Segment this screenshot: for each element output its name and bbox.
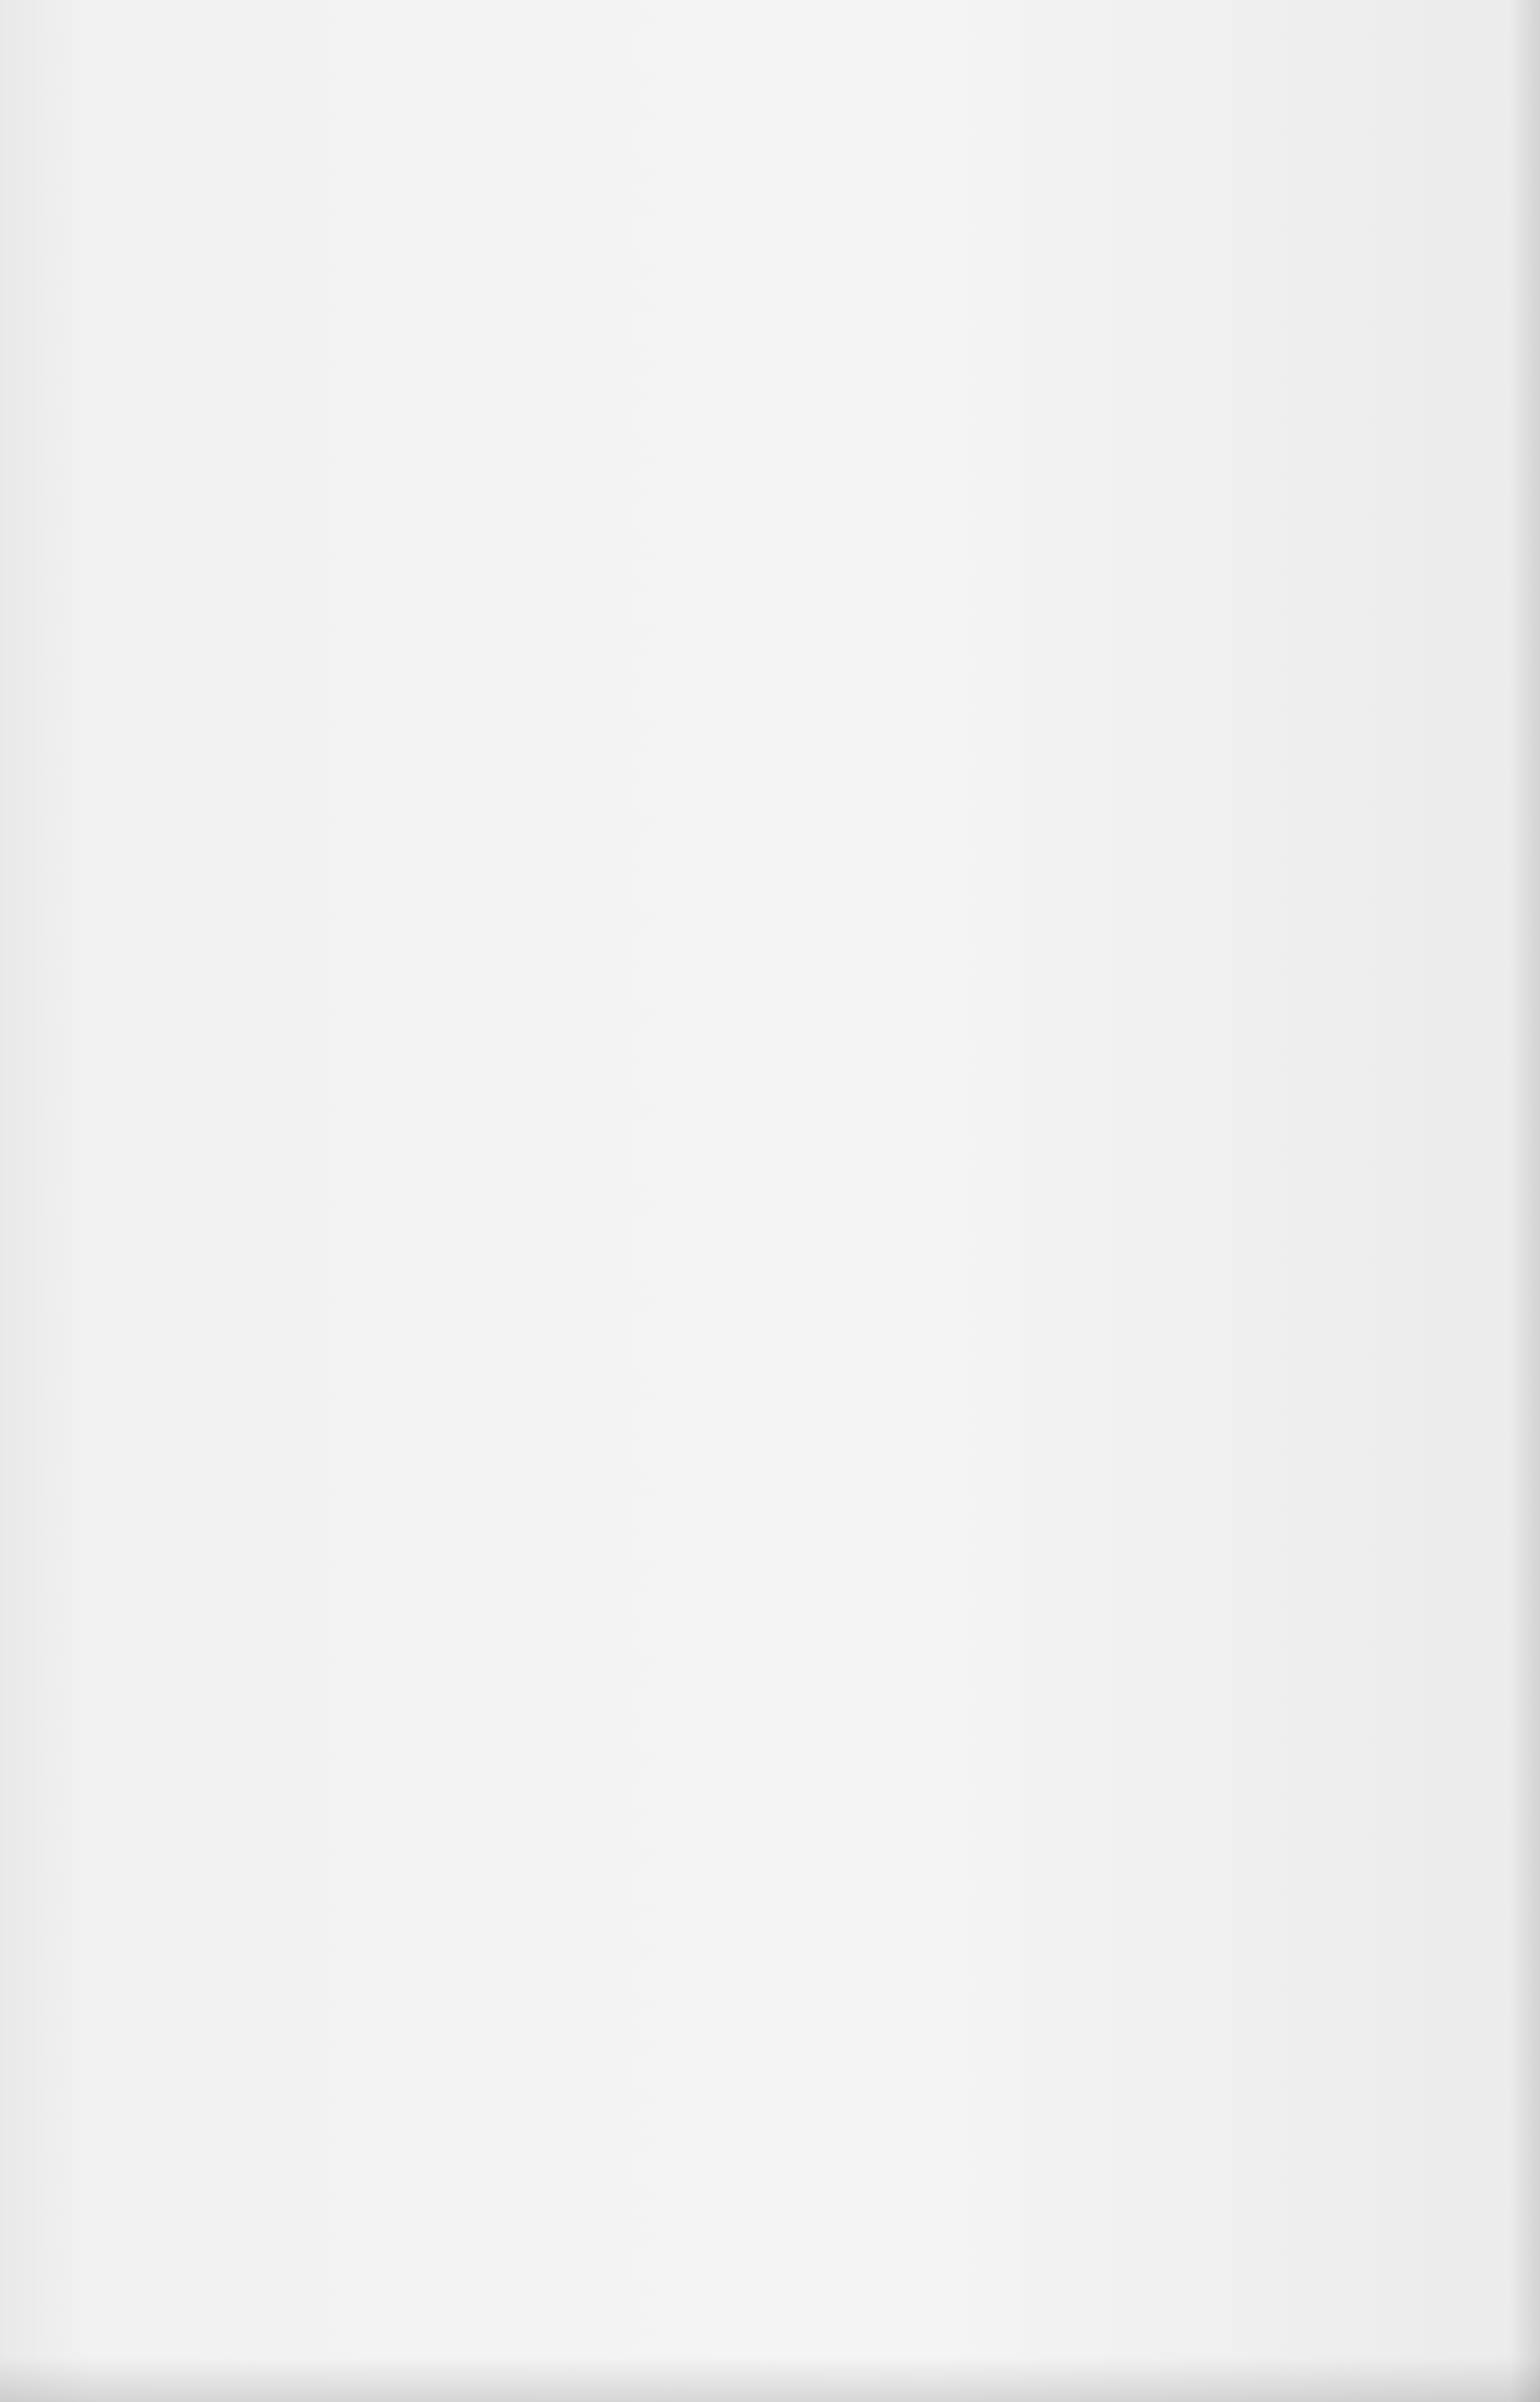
page-bottom-shadow	[0, 2357, 1540, 2402]
handwritten-annotations	[0, 23, 1540, 121]
table-of-contents	[203, 198, 1382, 254]
page-edge-shadow	[1510, 0, 1540, 2402]
